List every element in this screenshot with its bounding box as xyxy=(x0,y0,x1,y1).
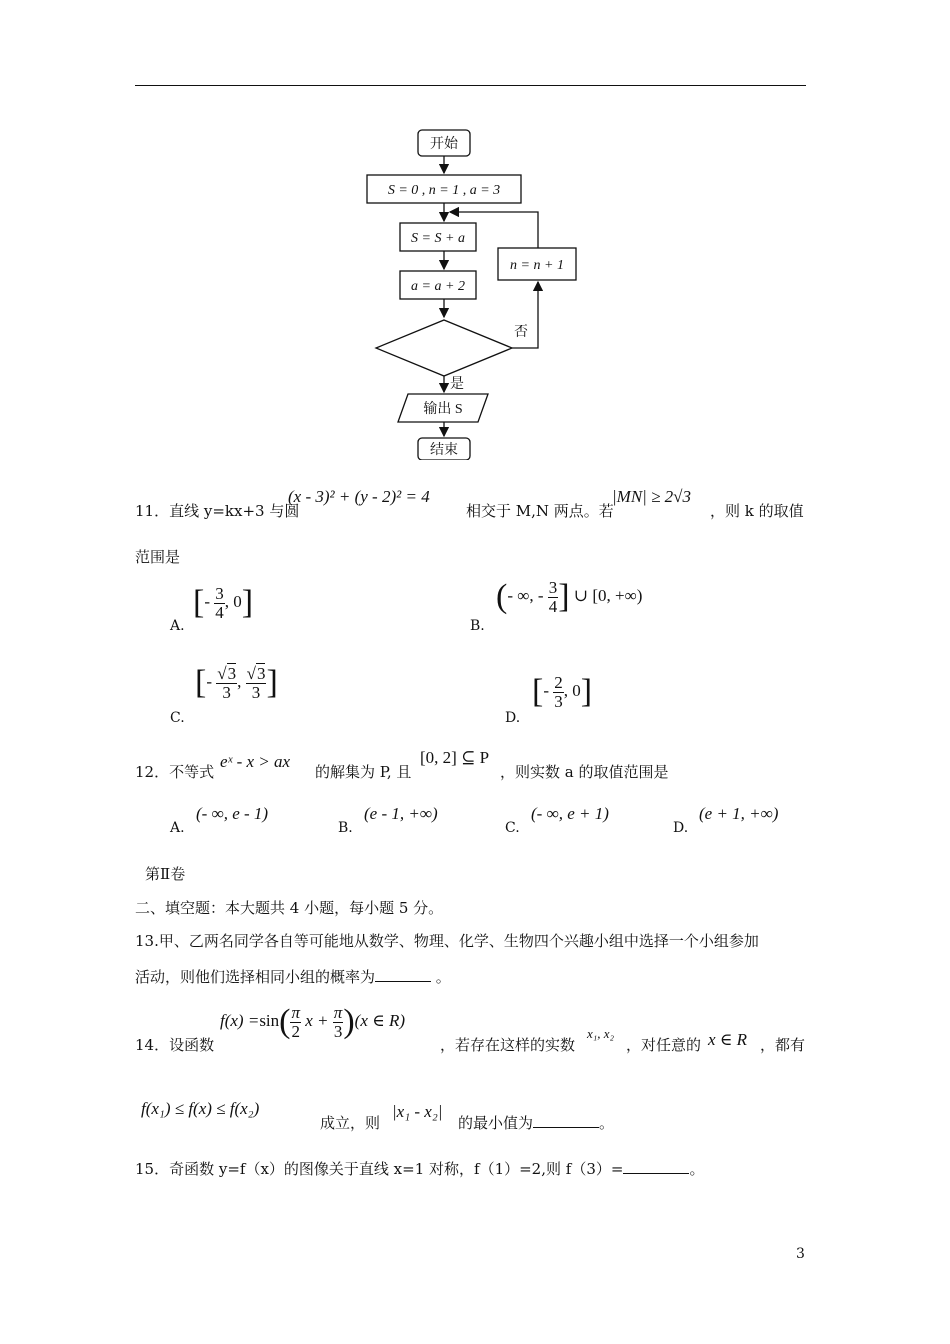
q14-abs: |x₁ - x₂| xyxy=(392,1102,443,1121)
q14-prefix: 14．设函数 xyxy=(135,1036,215,1054)
q12-option-b: (e - 1, +∞) xyxy=(364,804,438,823)
output-label: 输出 S xyxy=(423,402,463,417)
q14-middle2: ，对任意的 xyxy=(626,1036,702,1054)
q12-suffix: ，则实数 a 的取值范围是 xyxy=(500,763,669,781)
q13-line1: 13.甲、乙两名同学各自等可能地从数学、物理、化学、生物四个兴趣小组中选择一个小组参加 xyxy=(135,932,759,950)
q15-line: 15．奇函数 y=f（x）的图像关于直线 x=1 对称，f（1）=2,则 f（3）= 。 xyxy=(135,1160,705,1178)
q14-middle: ，若存在这样的实数 xyxy=(440,1036,576,1054)
q14-inequality: f(x₁) ≤ f(x) ≤ f(x₂) xyxy=(141,1099,260,1118)
q11-prefix: 11．直线 y=kx+3 与圆 xyxy=(135,502,300,520)
q12-option-d: (e + 1, +∞) xyxy=(699,804,779,823)
q14-line2-middle: 成立，则 xyxy=(320,1114,381,1132)
q12-inequality: eˣ - x > ax xyxy=(220,752,291,771)
start-label: 开始 xyxy=(430,137,458,152)
q14-line2-end: 的最小值为 。 xyxy=(458,1114,615,1132)
q14-suffix: ，都有 xyxy=(760,1036,806,1054)
q11-option-a: [- $\frac{3}{4}$ , 0] xyxy=(193,583,254,622)
q14-vars: x₁, x₂ xyxy=(587,1026,615,1041)
init-label: S = 0 , n = 1 , a = 3 xyxy=(387,183,501,198)
q11-suffix: ，则 k 的取值 xyxy=(710,502,804,520)
loop-label: n = n + 1 xyxy=(510,258,564,273)
q11-option-c-label: C. xyxy=(170,710,185,726)
page-number: 3 xyxy=(796,1246,805,1262)
q13-answer-blank[interactable] xyxy=(375,967,431,982)
q11-option-b-label: B. xyxy=(470,618,485,634)
q12-option-c-label: C. xyxy=(505,820,520,836)
yes-label: 是 xyxy=(450,377,464,392)
q14-answer-blank[interactable] xyxy=(533,1113,599,1128)
flowchart-diagram xyxy=(350,120,590,460)
q12-option-d-label: D. xyxy=(673,820,689,836)
q14-domain: x ∈ R xyxy=(708,1030,748,1049)
q11-option-a-label: A. xyxy=(170,618,185,634)
q14-function: f(x) =sin( $\frac{\pi}{2}$ x + $\frac{\pi}{3}$ )(x ∈ R) xyxy=(220,1002,405,1041)
no-label: 否 xyxy=(514,325,528,340)
section2-heading: 二、填空题：本大题共 4 小题，每小题 5 分。 xyxy=(135,899,444,917)
q12-option-a-label: A. xyxy=(170,820,185,836)
part2-heading: 第Ⅱ卷 xyxy=(145,865,186,883)
q11-condition: |MN| ≥ 2√3 xyxy=(612,487,692,506)
q11-option-b: (- ∞, - $\frac{3}{4}$ ] ∪ [0, +∞) xyxy=(496,577,643,616)
step1-label: S = S + a xyxy=(411,231,465,246)
step2-label: a = a + 2 xyxy=(411,279,465,294)
q11-middle: 相交于 M,N 两点。若 xyxy=(466,502,614,520)
end-label: 结束 xyxy=(430,443,458,458)
q11-circle-equation: (x - 3)² + (y - 2)² = 4 xyxy=(288,487,430,506)
decision-diamond xyxy=(376,320,512,376)
q11-option-d: [- $\frac{2}{3}$ , 0] xyxy=(532,672,593,711)
q11-line2: 范围是 xyxy=(135,548,181,566)
q11-option-c: [- $\frac{√3}{3}$ , $\frac{√3}{3}$ ] xyxy=(195,663,278,702)
q12-option-a: (- ∞, e - 1) xyxy=(196,804,269,823)
q12-option-c: (- ∞, e + 1) xyxy=(531,804,609,823)
q15-answer-blank[interactable] xyxy=(623,1159,689,1174)
q13-line2: 活动，则他们选择相同小组的概率为 。 xyxy=(135,968,451,986)
q12-prefix: 12．不等式 xyxy=(135,763,215,781)
q11-option-d-label: D. xyxy=(505,710,521,726)
q12-middle: 的解集为 P, 且 xyxy=(315,763,412,781)
q12-option-b-label: B. xyxy=(338,820,353,836)
q12-condition: [0, 2] ⊆ P xyxy=(420,748,490,767)
header-rule xyxy=(135,85,806,86)
